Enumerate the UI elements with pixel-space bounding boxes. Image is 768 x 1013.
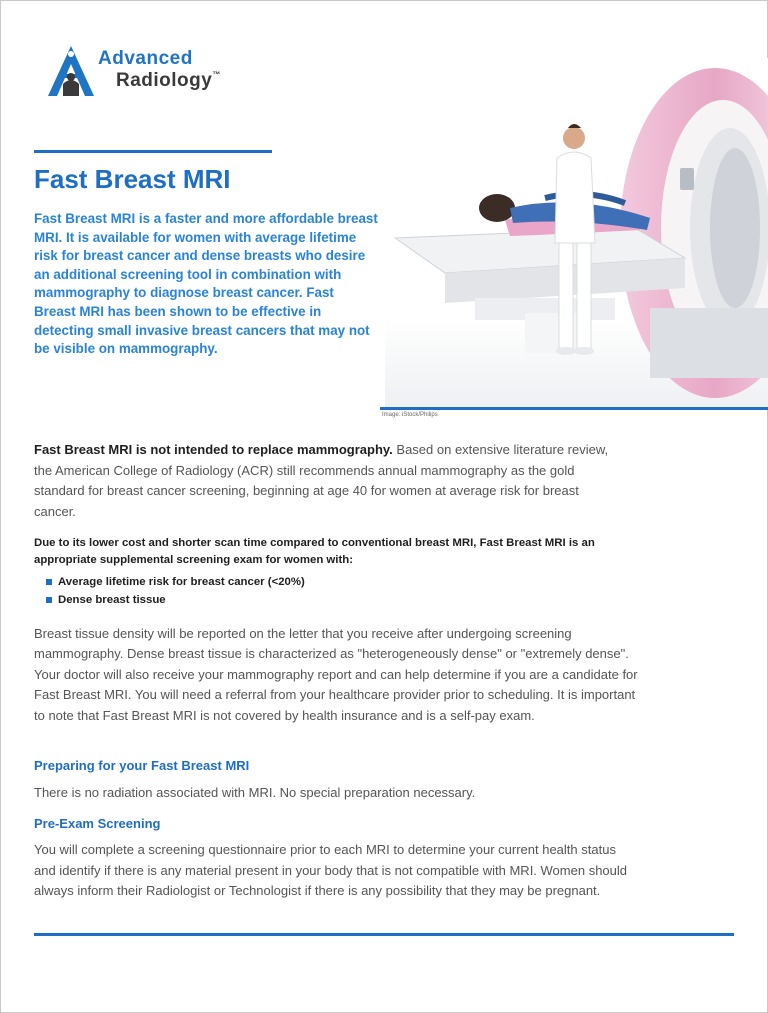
preparing-paragraph: There is no radiation associated with MRI. No special preparation necessary. [34,785,476,800]
image-rule [380,407,768,410]
bottom-rule [34,933,734,936]
preparing-heading: Preparing for your Fast Breast MRI [34,758,250,773]
logo-mark-icon [46,44,96,100]
supplemental-screening-paragraph: Due to its lower cost and shorter scan time compared to conventional breast MRI, Fast Breast MRI is an appropriate supplemental screening exam for women with: [34,537,595,566]
title-rule [34,150,272,153]
mri-scanner-illustration [385,58,768,408]
logo-text-advanced: Advanced [98,48,193,69]
image-caption: Image: iStock/Philips [382,412,438,418]
list-item: Dense breast tissue [46,591,305,609]
page-title: Fast Breast MRI [34,164,231,194]
pre-exam-heading: Pre-Exam Screening [34,816,161,831]
bullet-icon [46,579,52,585]
breast-density-paragraph: Breast tissue density will be reported on the letter that you receive after undergoing screening mammography. Dense breast tissue is characterized as "heterogeneously dense" or "extremely dense". Your doctor will also receive your mammography report and can help determine if you are a candidate for Fast Breast MRI. You will need a referral from your healthcare provider prior to scheduling. It is important to note that Fast Breast MRI is not covered by health insurance and is a self-pay exam. [34,626,638,723]
replace-mammography-paragraph [34,440,624,522]
mri-scanner-image [385,58,768,408]
bullet-icon [46,597,52,603]
eligibility-list [46,573,305,609]
logo-text-radiology: Radiology™ [116,70,221,91]
replace-mammography-rest: Based on extensive literature review, the American College of Radiology (ACR) still recommends annual mammography as the gold standard for breast cancer screening, beginning at age 40 for women at average risk for breast cancer. [34,442,609,519]
replace-mammography-lead: Fast Breast MRI is not intended to replace mammography. [34,442,393,457]
list-item: Average lifetime risk for breast cancer (<20%) [46,573,305,591]
intro-paragraph: Fast Breast MRI is a faster and more affordable breast MRI. It is available for women with average lifetime risk for breast cancer and dense breasts who desire an additional screening tool in combination with mammography to diagnose breast cancer. Fast Breast MRI has been shown to be effective in detecting small invasive breast cancers that may not be visible on mammography. [34,211,378,357]
pre-exam-paragraph: You will complete a screening questionnaire prior to each MRI to determine your current health status and identify if there is any material present in your body that is not compatible with MRI. Women should always inform their Radiologist or Technologist if there is any possibility that they may be pregnant. [34,842,627,898]
advanced-radiology-logo [46,44,276,104]
